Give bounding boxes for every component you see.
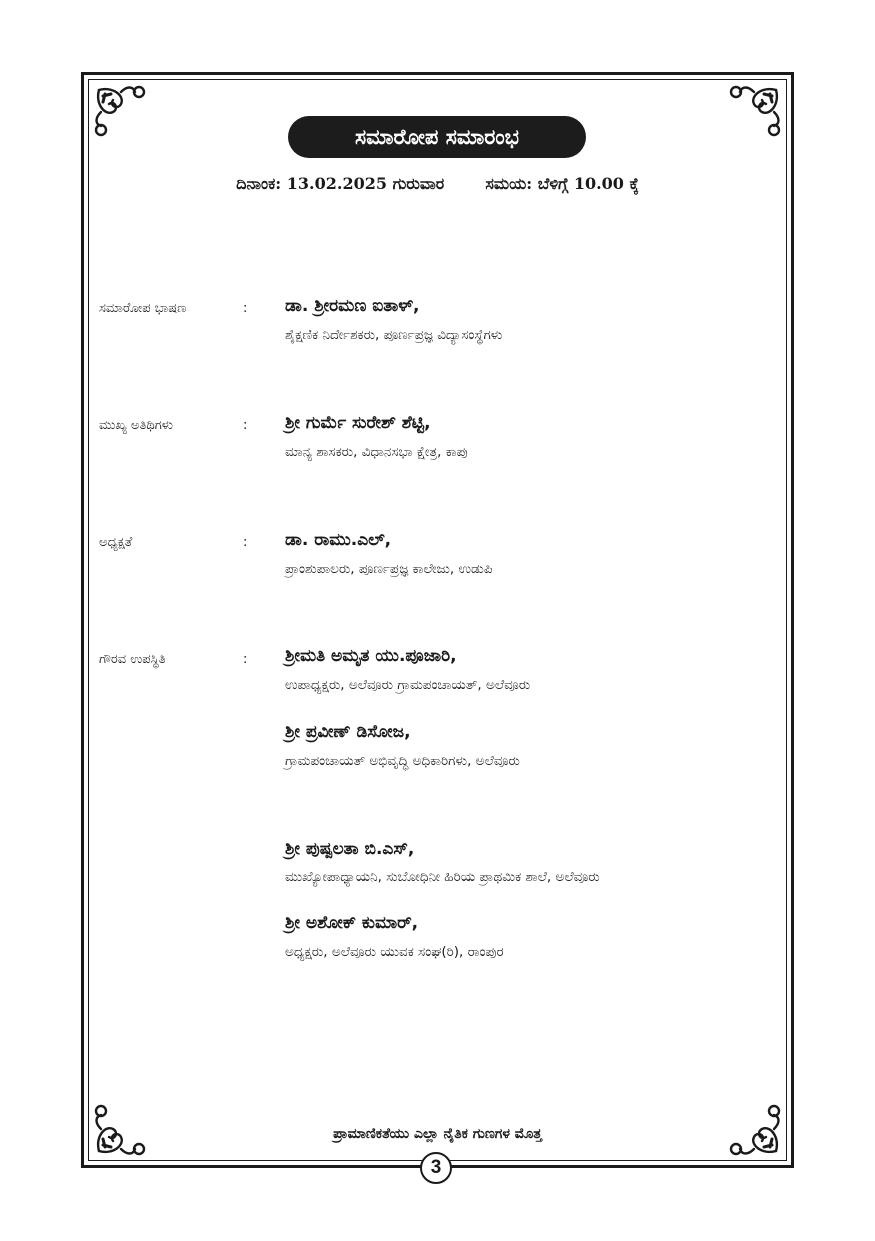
person-designation: ಉಪಾಧ್ಯಕ್ಷರು, ಅಲೆವೂರು ಗ್ರಾಮಪಂಚಾಯತ್, ಅಲೆವೂರು (285, 677, 531, 693)
corner-ornament-bottom-right (714, 1089, 784, 1159)
role-label-honorary-presence: ಗೌರವ ಉಪಸ್ಥಿತಿ (99, 652, 166, 667)
person-name: ಶ್ರೀಮತಿ ಅಮೃತ ಯು.ಪೂಜಾರಿ, (285, 646, 457, 666)
time-value: ಬೆಳಿಗ್ಗೆ 10.00 ಕ್ಕೆ (537, 174, 639, 193)
role-label-valedictory: ಸಮಾರೋಪ ಭಾಷಣ (99, 301, 187, 316)
role-colon: : (243, 301, 248, 316)
date-value: 13.02.2025 (286, 174, 387, 193)
person-name: ಶ್ರೀ ಪುಷ್ಪಲತಾ ಬಿ.ಎಸ್, (285, 839, 415, 859)
role-label-presidency: ಅಧ್ಯಕ್ಷತೆ (99, 535, 133, 550)
person-designation: ಗ್ರಾಮಪಂಚಾಯತ್ ಅಭಿವೃದ್ಧಿ ಅಧಿಕಾರಿಗಳು, ಅಲೆವೂರು (285, 753, 520, 769)
role-colon: : (243, 535, 248, 550)
role-colon: : (243, 418, 248, 433)
person-designation: ಮುಖ್ಯೋಪಾಧ್ಯಾಯನಿ, ಸುಬೋಧಿನೀ ಹಿರಿಯ ಪ್ರಾಥಮಿಕ ಶಾಲೆ, ಅಲೆವೂರು (285, 869, 600, 885)
person-designation: ಅಧ್ಯಕ್ಷರು, ಅಲೆವೂರು ಯುವಕ ಸಂಘ(ರಿ), ರಾಂಪುರ (285, 944, 504, 960)
person-name: ಶ್ರೀ ಪ್ರವೀಣ್ ಡಿಸೋಜ, (285, 722, 411, 742)
role-label-chief-guests: ಮುಖ್ಯ ಅತಿಥಿಗಳು (99, 418, 173, 433)
person-name: ಶ್ರೀ ಅಶೋಕ್ ಕುಮಾರ್, (285, 913, 419, 933)
person-designation: ಮಾನ್ಯ ಶಾಸಕರು, ವಿಧಾನಸಭಾ ಕ್ಷೇತ್ರ, ಕಾಪು (285, 444, 468, 460)
date-label: ದಿನಾಂಕ: (236, 174, 282, 193)
date-time-line (0, 174, 875, 194)
day-value: ಗುರುವಾರ (392, 174, 445, 193)
corner-ornament-top-right (714, 82, 784, 152)
person-name: ಡಾ. ರಾಮು.ಎಲ್, (285, 530, 392, 550)
event-title: ಸಮಾರೋಪ ಸಮಾರಂಭ (288, 116, 586, 158)
footer-motto: ಪ್ರಾಮಾಣಿಕತೆಯು ಎಲ್ಲಾ ನೈತಿಕ ಗುಣಗಳ ಮೊತ್ತ (333, 1126, 542, 1142)
person-name: ಶ್ರೀ ಗುರ್ಮೆ ಸುರೇಶ್ ಶೆಟ್ಟಿ, (285, 413, 431, 433)
time-label: ಸಮಯ: (485, 174, 533, 193)
corner-ornament-top-left (91, 82, 161, 152)
corner-ornament-bottom-left (91, 1089, 161, 1159)
person-designation: ಪ್ರಾಂಶುಪಾಲರು, ಪೂರ್ಣಪ್ರಜ್ಞ ಕಾಲೇಜು, ಉಡುಪಿ (285, 561, 493, 577)
role-colon: : (243, 652, 248, 667)
person-name: ಡಾ. ಶ್ರೀರಮಣ ಐತಾಳ್, (285, 296, 420, 316)
person-designation: ಶೈಕ್ಷಣಿಕ ನಿರ್ದೇಶಕರು, ಪೂರ್ಣಪ್ರಜ್ಞ ವಿದ್ಯಾಸಂಸ್ಥೆಗಳು (285, 327, 503, 343)
page-number: 3 (420, 1152, 452, 1184)
page-border-inner (88, 79, 787, 1161)
